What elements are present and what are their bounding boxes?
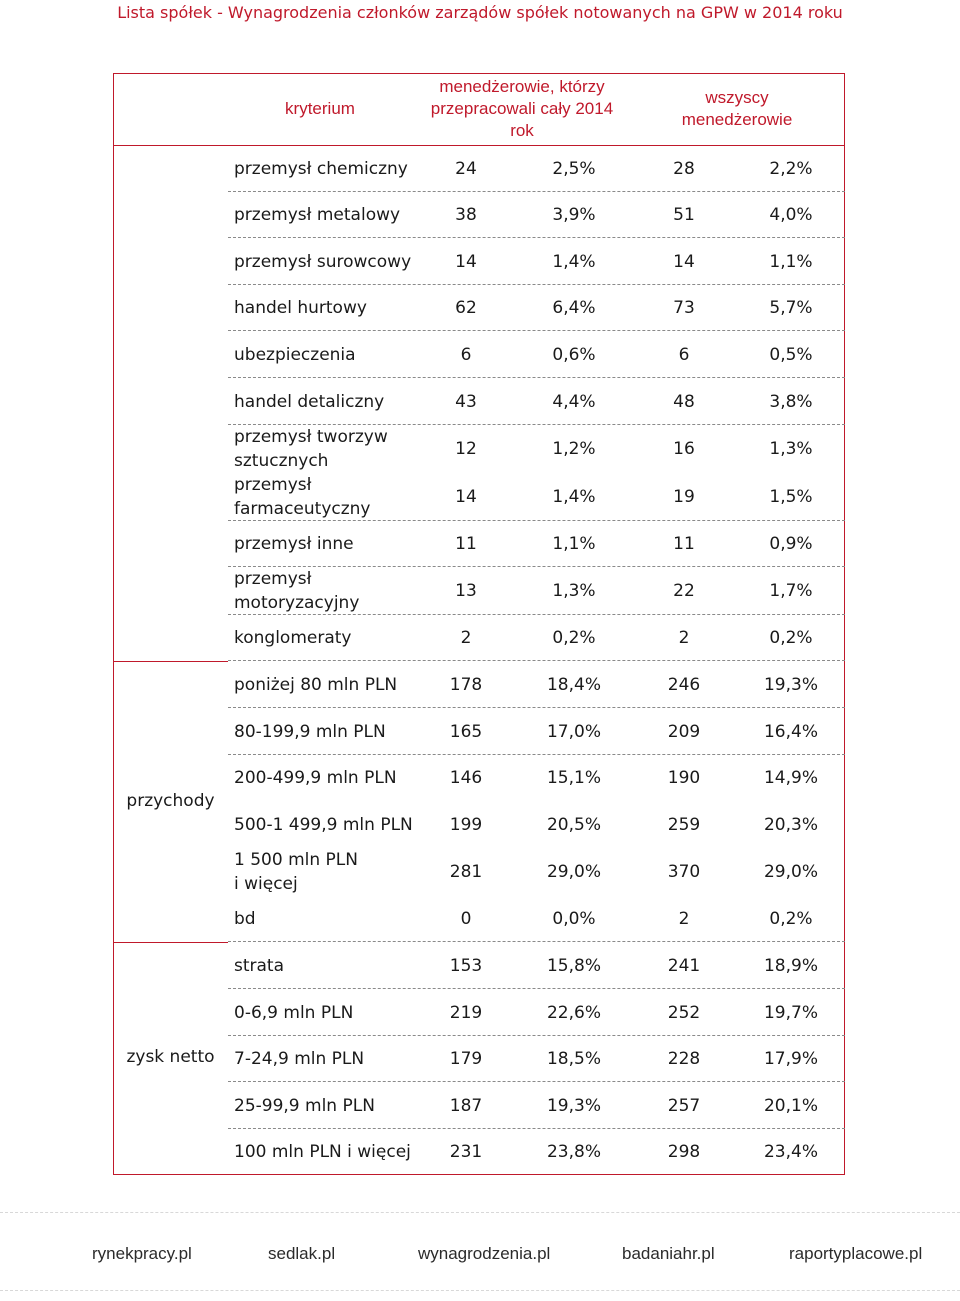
count-all: 11 (673, 534, 695, 554)
count-fullyear: 2 (460, 628, 472, 648)
share-fullyear: 20,5% (546, 814, 601, 835)
row-label: 0-6,9 mln PLN (234, 1002, 354, 1023)
count-fullyear: 178 (449, 674, 483, 695)
count-all: 259 (667, 814, 701, 835)
table-row (228, 615, 845, 661)
footer-links (0, 1236, 960, 1272)
share-fullyear: 29,0% (546, 861, 601, 882)
share-all: 23,4% (763, 1142, 818, 1162)
row-label: ubezpieczenia (234, 344, 356, 365)
table-row (228, 989, 845, 1036)
count-all: 228 (667, 1049, 701, 1069)
footer-link-raportyplacowe[interactable]: raportyplacowe.pl (789, 1244, 923, 1263)
count-fullyear: 0 (460, 908, 472, 929)
footer-link-badaniahr[interactable]: badaniahr.pl (622, 1244, 715, 1263)
count-all: 2 (678, 908, 690, 929)
share-all: 3,8% (769, 391, 813, 412)
table-row (228, 661, 845, 708)
share-fullyear: 19,3% (546, 1095, 601, 1116)
share-fullyear: 4,4% (552, 391, 596, 412)
count-fullyear: 6 (460, 344, 472, 365)
document-header: Lista spółek - Wynagrodzenia członków zarządów spółek notowanych na GPW w 2014 roku (117, 3, 843, 22)
share-all: 0,9% (769, 534, 813, 554)
table-row (228, 378, 845, 425)
table-row (228, 285, 845, 331)
count-fullyear: 281 (449, 861, 483, 882)
column-header-all: wszyscy menedżerowie (681, 88, 793, 129)
count-all: 6 (678, 344, 690, 365)
share-fullyear: 23,8% (546, 1142, 601, 1162)
share-all: 19,3% (763, 674, 818, 695)
count-fullyear: 231 (449, 1142, 483, 1162)
table-row (228, 942, 845, 989)
row-label: 1 500 mln PLN i więcej (234, 849, 358, 894)
share-all: 19,7% (763, 1002, 818, 1023)
table-row (228, 755, 845, 801)
column-header-criterion: kryterium (285, 99, 355, 118)
table-row (228, 425, 845, 473)
count-fullyear: 14 (455, 487, 477, 507)
share-all: 18,9% (763, 955, 818, 976)
footer-divider-top (0, 1212, 960, 1213)
table-row (228, 1129, 845, 1175)
count-all: 2 (678, 628, 690, 648)
count-all: 28 (673, 158, 695, 179)
table-row (228, 895, 845, 942)
count-fullyear: 146 (449, 768, 483, 788)
row-label: handel hurtowy (234, 298, 367, 318)
share-fullyear: 0,0% (552, 908, 596, 929)
share-all: 1,7% (769, 581, 813, 601)
share-fullyear: 0,6% (552, 344, 596, 365)
share-all: 2,2% (769, 158, 813, 179)
share-fullyear: 1,3% (552, 581, 596, 601)
share-all: 0,5% (769, 344, 813, 365)
count-fullyear: 219 (449, 1002, 483, 1023)
count-all: 16 (673, 439, 695, 459)
table-row (228, 801, 845, 848)
share-fullyear: 15,8% (546, 955, 601, 976)
share-all: 0,2% (769, 908, 813, 929)
count-fullyear: 187 (449, 1095, 483, 1116)
share-all: 29,0% (763, 861, 818, 882)
column-header-fullyear: menedżerowie, którzy przepracowali cały 2014 rok (430, 77, 614, 140)
table-row (228, 238, 845, 285)
row-label: poniżej 80 mln PLN (234, 674, 398, 695)
row-label: 200-499,9 mln PLN (234, 768, 397, 788)
table-row (228, 192, 845, 238)
row-label: strata (234, 955, 285, 976)
count-fullyear: 12 (455, 439, 477, 459)
table-row (228, 1036, 845, 1082)
count-all: 209 (667, 721, 701, 742)
share-fullyear: 18,4% (546, 674, 601, 695)
count-all: 252 (667, 1002, 701, 1023)
row-label: przemysł inne (234, 534, 354, 554)
table-row (228, 848, 845, 895)
count-all: 14 (673, 251, 695, 272)
row-label: przemysł metalowy (234, 205, 401, 225)
row-label: 25-99,9 mln PLN (234, 1095, 375, 1116)
count-fullyear: 62 (455, 298, 477, 318)
count-all: 190 (667, 768, 701, 788)
share-all: 4,0% (769, 205, 813, 225)
group-label-profit: zysk netto (126, 1047, 215, 1067)
row-label: bd (234, 908, 256, 929)
count-fullyear: 199 (449, 814, 483, 835)
row-label: 500-1 499,9 mln PLN (234, 814, 413, 835)
row-label: przemysł tworzyw sztucznych (234, 427, 388, 471)
count-all: 246 (667, 674, 701, 695)
count-fullyear: 153 (449, 955, 483, 976)
share-fullyear: 1,4% (552, 251, 596, 272)
count-fullyear: 43 (455, 391, 477, 412)
table-row (228, 708, 845, 755)
share-fullyear: 18,5% (546, 1049, 601, 1069)
share-fullyear: 15,1% (546, 768, 601, 788)
table-row (228, 521, 845, 567)
group-separator-revenue (113, 661, 228, 662)
group-separator-profit (113, 942, 228, 943)
count-fullyear: 13 (455, 581, 477, 601)
footer-link-sedlak[interactable]: sedlak.pl (268, 1244, 336, 1263)
count-all: 257 (667, 1095, 701, 1116)
row-label: przemysł chemiczny (234, 158, 408, 179)
share-all: 16,4% (763, 721, 818, 742)
share-fullyear: 3,9% (552, 205, 596, 225)
share-fullyear: 17,0% (546, 721, 601, 742)
share-all: 20,1% (763, 1095, 818, 1116)
share-fullyear: 1,2% (552, 439, 596, 459)
share-fullyear: 1,1% (552, 534, 596, 554)
count-all: 370 (667, 861, 701, 882)
count-all: 48 (673, 391, 695, 412)
count-fullyear: 179 (449, 1049, 483, 1069)
share-all: 14,9% (763, 768, 818, 788)
table-row (228, 1082, 845, 1129)
row-label: przemysł farmaceutyczny (234, 475, 371, 519)
share-fullyear: 22,6% (546, 1002, 601, 1023)
count-all: 51 (673, 205, 695, 225)
row-label: 7-24,9 mln PLN (234, 1049, 365, 1069)
row-label: konglomeraty (234, 628, 352, 648)
row-label: handel detaliczny (234, 391, 385, 412)
table-row (228, 567, 845, 615)
footer-divider-bottom (0, 1290, 960, 1291)
table-row (228, 145, 845, 192)
count-fullyear: 14 (455, 251, 477, 272)
count-fullyear: 24 (455, 158, 477, 179)
footer-link-rynekpracy[interactable]: rynekpracy.pl (92, 1244, 192, 1263)
count-all: 19 (673, 487, 695, 507)
share-all: 17,9% (763, 1049, 818, 1069)
share-fullyear: 6,4% (552, 298, 596, 318)
share-fullyear: 0,2% (552, 628, 596, 648)
table-row (228, 331, 845, 378)
count-all: 241 (667, 955, 701, 976)
row-label: 80-199,9 mln PLN (234, 721, 386, 742)
count-all: 22 (673, 581, 695, 601)
share-all: 1,1% (769, 251, 813, 272)
share-all: 1,3% (769, 439, 813, 459)
group-label-revenue: przychody (126, 791, 215, 811)
count-all: 298 (667, 1142, 701, 1162)
footer-link-wynagrodzenia[interactable]: wynagrodzenia.pl (418, 1244, 551, 1263)
share-fullyear: 2,5% (552, 158, 596, 179)
count-fullyear: 165 (449, 721, 483, 742)
share-all: 5,7% (769, 298, 813, 318)
count-fullyear: 11 (455, 534, 477, 554)
share-all: 20,3% (763, 814, 818, 835)
row-label: przemysł motoryzacyjny (234, 569, 360, 613)
share-fullyear: 1,4% (552, 487, 596, 507)
count-fullyear: 38 (455, 205, 477, 225)
count-all: 73 (673, 298, 695, 318)
row-label: 100 mln PLN i więcej (234, 1142, 411, 1162)
share-all: 0,2% (769, 628, 813, 648)
row-label: przemysł surowcowy (234, 251, 412, 272)
table-row (228, 473, 845, 521)
share-all: 1,5% (769, 487, 813, 507)
